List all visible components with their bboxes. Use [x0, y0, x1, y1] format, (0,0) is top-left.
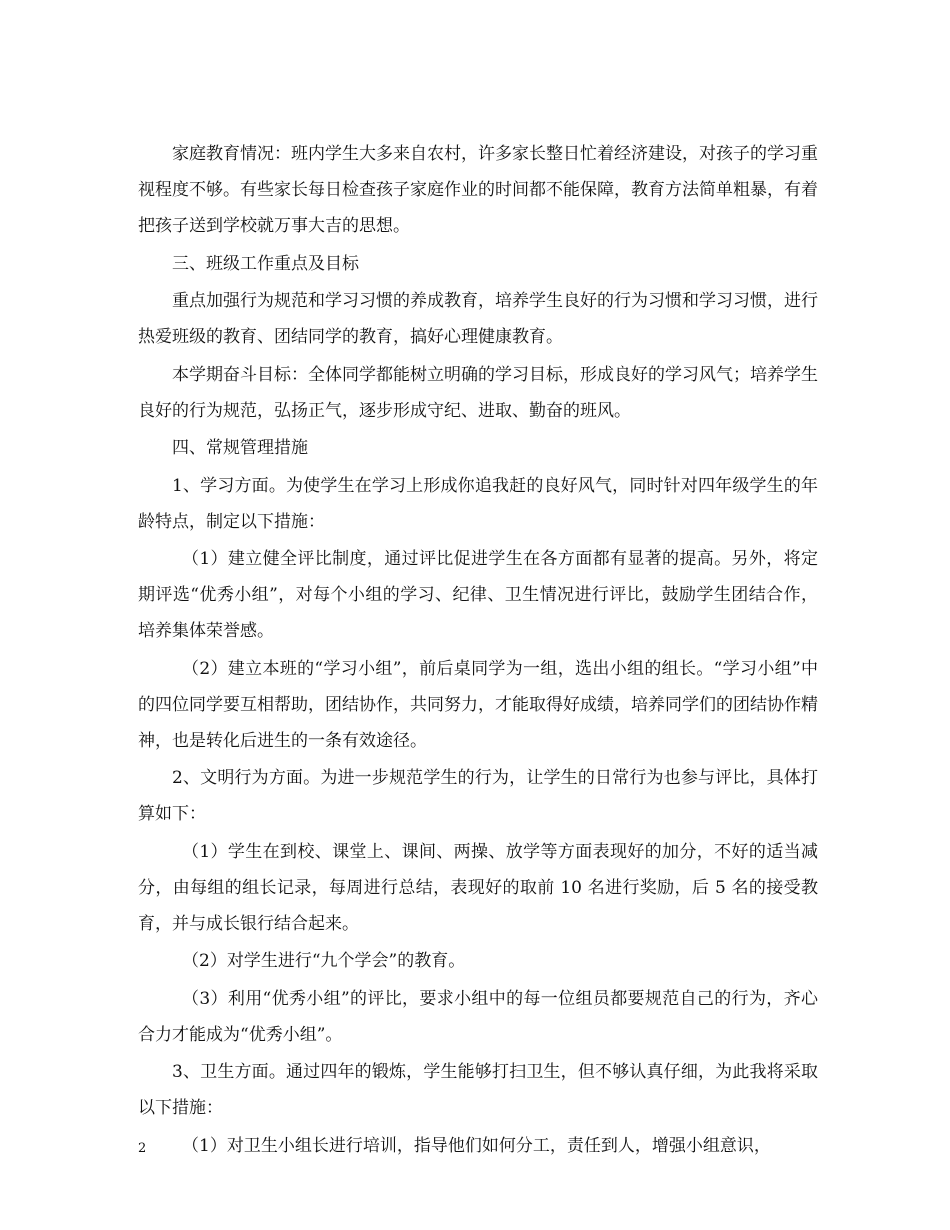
body-text	[138, 136, 818, 1165]
paragraph-behavior-item-1: （1）学生在到校、课堂上、课间、两操、放学等方面表现好的加分，不好的适当减分，由每组的组长记录，每周进行总结，表现好的取前 10 名进行奖励，后 5 名的接受教育，并与成长银行结合起来。	[138, 841, 818, 934]
paragraph-hygiene-item-1: （1）对卫生小组长进行培训，指导他们如何分工，责任到人，增强小组意识，	[182, 1135, 771, 1156]
paragraph-behavior-item-2: （2）对学生进行“九个学会”的教育。	[182, 951, 466, 971]
paragraph-family-education: 家庭教育情况：班内学生大多来自农村，许多家长整日忙着经济建设，对孩子的学习重视程度不够。有些家长每日检查孩子家庭作业的时间都不能保障，教育方法简单粗暴，有着把孩子送到学校就万事大吉的思想。	[138, 144, 818, 236]
page-number: 2	[138, 1141, 147, 1156]
paragraph-behavior: 2、文明行为方面。为进一步规范学生的行为，让学生的日常行为也参与评比，具体打算如下：	[138, 768, 818, 824]
paragraph-study: 1、学习方面。为使学生在学习上形成你追我赶的良好风气，同时针对四年级学生的年龄特点，制定以下措施：	[138, 475, 818, 532]
section-heading-4: 四、常规管理措施	[172, 438, 308, 458]
paragraph-behavior-item-3: （3）利用“优秀小组”的评比，要求小组中的每一位组员都要规范自己的行为，齐心合力才能成为“优秀小组”。	[138, 988, 818, 1045]
paragraph-study-item-1: （1）建立健全评比制度，通过评比促进学生在各方面都有显著的提高。另外，将定期评选“优秀小组”，对每个小组的学习、纪律、卫生情况进行评比，鼓励学生团结合作，培养集体荣誉感。	[138, 549, 818, 641]
paragraph-goal: 本学期奋斗目标：全体同学都能树立明确的学习目标，形成良好的学习风气；培养学生良好的行为规范，弘扬正气，逐步形成守纪、进取、勤奋的班风。	[138, 364, 818, 421]
paragraph-hygiene: 3、卫生方面。通过四年的锻炼，学生能够打扫卫生，但不够认真仔细，为此我将采取以下措施：	[138, 1062, 818, 1118]
paragraph-study-item-2: （2）建立本班的“学习小组”，前后桌同学为一组，选出小组的组长。“学习小组”中的四位同学要互相帮助，团结协作，共同努力，才能取得好成绩，培养同学们的团结协作精神，也是转化后进生的一条有效途径。	[138, 658, 818, 751]
section-heading-3: 三、班级工作重点及目标	[172, 253, 359, 274]
paragraph-focus: 重点加强行为规范和学习习惯的养成教育，培养学生良好的行为习惯和学习习惯，进行热爱班级的教育、团结同学的教育，搞好心理健康教育。	[138, 291, 818, 347]
